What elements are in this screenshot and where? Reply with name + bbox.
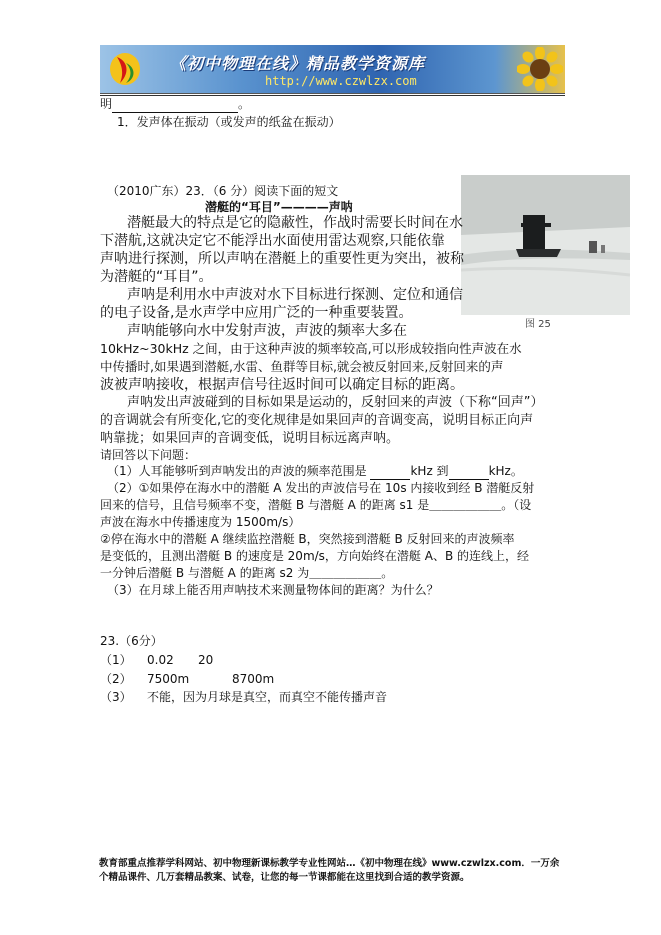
para4-line1: 声呐发出声波碰到的目标如果是运动的，反射回来的声波（下称“回声”） bbox=[127, 395, 544, 410]
answer-row-1-b: 20 bbox=[198, 653, 214, 667]
q2-line2: 回来的信号，且信号频率不变，潜艇 B 与潜艇 A 的距离 s1 是＿＿＿＿＿＿。（设 bbox=[100, 498, 532, 512]
q2-line5: 是变低的，且测出潜艇 B 的速度是 20m/s，方向始终在潜艇 A、B 的连线上，经 bbox=[100, 549, 530, 563]
para4-line3: 呐靠拢；如果回声的音调变低，说明目标远离声呐。 bbox=[100, 431, 400, 446]
answer-row-2-a: 7500m bbox=[147, 672, 190, 686]
submarine-photo bbox=[461, 175, 630, 315]
para3-line2: 10kHz~30kHz 之间，由于这种声波的频率较高,可以形成较指向性声波在水 bbox=[100, 341, 522, 356]
q1: （1）人耳能够听到声呐发出的声波的频率范围是 kHz 到 kHz。 bbox=[107, 464, 523, 478]
para3-line1: 声呐能够向水中发射声波，声波的频率大多在 bbox=[127, 323, 407, 339]
site-logo bbox=[108, 51, 142, 87]
answer-row-1-a: 0.02 bbox=[147, 653, 174, 667]
submarine-illustration bbox=[461, 175, 630, 315]
answer-row-1-num: （1） bbox=[100, 653, 132, 667]
answer-row-3-num: （3） bbox=[100, 690, 132, 704]
para1-line3: 声呐进行探测，所以声呐在潜艇上的重要性更为突出，被称 bbox=[100, 251, 464, 267]
article-title: 潜艇的“耳目”————声呐 bbox=[205, 200, 353, 214]
fill-line: 明 。 bbox=[100, 97, 251, 111]
answer-row-2-b: 8700m bbox=[232, 672, 275, 686]
para4-line2: 的音调就会有所变化,它的变化规律是如果回声的音调变高，说明目标正向声 bbox=[100, 413, 534, 428]
para3-line3: 中传播时,如果遇到潜艇,水雷、鱼群等目标,就会被反射回来,反射回来的声 bbox=[100, 359, 504, 374]
para1-line1: 潜艇最大的特点是它的隐蔽性，作战时需要长时间在水 bbox=[127, 215, 463, 231]
answer-row-2-num: （2） bbox=[100, 672, 132, 686]
para2-line2: 的电子设备,是水声学中应用广泛的一种重要装置。 bbox=[100, 305, 413, 321]
q2-line6: 一分钟后潜艇 B 与潜艇 A 的距离 s2 为＿＿＿＿＿＿。 bbox=[100, 566, 394, 580]
banner-title: 《初中物理在线》精品教学资源库 bbox=[170, 54, 426, 73]
answer-row-3-a: 不能，因为月球是真空，而真空不能传播声音 bbox=[147, 690, 388, 704]
banner-url: http://www.czwlzx.com bbox=[265, 74, 417, 88]
para1-line4: 为潜艇的“耳目”。 bbox=[100, 269, 213, 285]
answer-header: 23.（6分） bbox=[100, 634, 163, 648]
q3: （3）在月球上能否用声呐技术来测量物体间的距离？为什么？ bbox=[107, 583, 439, 597]
para3-line4: 波被声呐接收，根据声信号往返时间可以确定目标的距离。 bbox=[100, 377, 464, 393]
para2-line1: 声呐是利用水中声波对水下目标进行探测、定位和通信 bbox=[127, 287, 463, 303]
question-header: （2010广东）23．（6 分）阅读下面的短文 bbox=[107, 184, 339, 198]
previous-answer: 1．发声体在振动（或发声的纸盆在振动） bbox=[117, 115, 341, 129]
q2-line4: ②停在海水中的潜艇 A 继续监控潜艇 B，突然接到潜艇 B 反射回来的声波频率 bbox=[100, 532, 515, 546]
footer-line-2: 个精品课件、几万套精品教案、试卷，让您的每一节课都能在这里找到合适的教学资源。 bbox=[99, 872, 470, 883]
prompt: 请回答以下问题： bbox=[100, 448, 197, 462]
q2-line1: （2）①如果停在海水中的潜艇 A 发出的声波信号在 10s 内接收到经 B 潜艇反射 bbox=[107, 481, 535, 495]
sunflower-icon bbox=[517, 47, 563, 91]
footer-line-1: 教育部重点推荐学科网站、初中物理新课标教学专业性网站…《初中物理在线》www.czwlzx.com．一万余 bbox=[99, 858, 560, 869]
para1-line2: 下潜航,这就决定它不能浮出水面使用雷达观察,只能依靠 bbox=[100, 233, 445, 249]
q2-line3: 声波在海水中传播速度为 1500m/s） bbox=[100, 515, 301, 529]
header-banner bbox=[100, 45, 565, 94]
figure-caption: 图 25 bbox=[525, 319, 551, 330]
